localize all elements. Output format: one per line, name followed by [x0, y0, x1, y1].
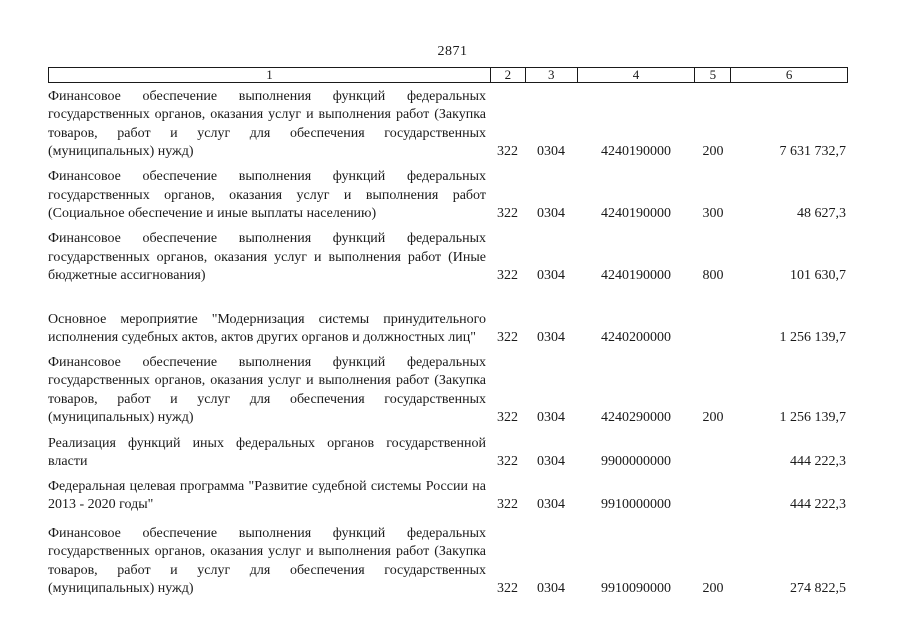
table-row [48, 522, 848, 599]
row-col-4: 9910090000 [601, 581, 671, 597]
row-col-5: 200 [702, 144, 724, 160]
table-header [48, 67, 848, 83]
row-col-4: 4240190000 [601, 206, 671, 222]
table-row [48, 168, 848, 224]
row-description: Финансовое обеспечение выполнения функций федеральных государственных органов, оказания услуг и выполнения работ (Закупка товаров, работ и услуг для обеспечения государственных (муниципальных) нужд) [48, 525, 486, 597]
row-col-2: 322 [497, 206, 518, 222]
row-description: Реализация функций иных федеральных органов государственной власти [48, 435, 486, 470]
row-col-5: 200 [702, 410, 724, 426]
row-amount: 274 822,5 [790, 581, 846, 597]
row-description: Основное мероприятие "Модернизация системы принудительного исполнения судебных актов, актов других органов и должностных лиц" [48, 311, 486, 346]
row-col-3: 0304 [537, 330, 565, 346]
row-col-4: 4240190000 [601, 268, 671, 284]
row-col-2: 322 [497, 581, 518, 597]
row-col-5: 300 [702, 206, 724, 222]
row-col-2: 322 [497, 454, 518, 470]
row-col-5: 800 [702, 268, 724, 284]
row-col-4: 4240190000 [601, 144, 671, 160]
header-col-1: 1 [266, 67, 273, 82]
row-col-3: 0304 [537, 454, 565, 470]
table-row [48, 230, 848, 286]
header-col-3: 3 [525, 68, 577, 82]
row-description: Финансовое обеспечение выполнения функций федеральных государственных органов, оказания услуг и выполнения работ (Социальное обеспечение и иные выплаты населению) [48, 169, 486, 222]
row-description: Финансовое обеспечение выполнения функций федеральных государственных органов, оказания услуг и выполнения работ (Закупка товаров, работ и услуг для обеспечения государственных (муниципальных) нужд) [48, 88, 486, 160]
header-col-5: 5 [694, 68, 730, 82]
row-amount: 444 222,3 [790, 454, 846, 470]
row-col-3: 0304 [537, 581, 565, 597]
row-col-2: 322 [497, 330, 518, 346]
row-amount: 48 627,3 [797, 206, 846, 222]
row-description: Финансовое обеспечение выполнения функций федеральных государственных органов, оказания услуг и выполнения работ (Закупка товаров, работ и услуг для обеспечения государственных (муниципальных) нужд) [48, 354, 486, 426]
row-description: Финансовое обеспечение выполнения функций федеральных государственных органов, оказания услуг и выполнения работ (Иные бюджетные ассигнования) [48, 231, 486, 284]
row-col-4: 4240200000 [601, 330, 671, 346]
header-col-4: 4 [577, 68, 695, 82]
row-col-2: 322 [497, 410, 518, 426]
budget-table [48, 67, 848, 599]
row-col-4: 9910000000 [601, 497, 671, 513]
row-col-3: 0304 [537, 410, 565, 426]
table-row [48, 292, 848, 348]
row-col-2: 322 [497, 497, 518, 513]
header-col-2: 2 [490, 68, 525, 82]
row-col-4: 4240290000 [601, 410, 671, 426]
row-amount: 1 256 139,7 [779, 330, 846, 346]
table-body [48, 85, 848, 599]
table-row [48, 435, 848, 472]
row-amount: 101 630,7 [790, 268, 846, 284]
row-col-3: 0304 [537, 144, 565, 160]
row-col-3: 0304 [537, 497, 565, 513]
row-amount: 444 222,3 [790, 497, 846, 513]
row-col-4: 9900000000 [601, 454, 671, 470]
header-col-6: 6 [730, 68, 847, 82]
page-number: 2871 [437, 44, 468, 59]
row-col-5: 200 [702, 581, 724, 597]
table-row [48, 352, 848, 428]
row-amount: 1 256 139,7 [779, 410, 846, 426]
row-col-3: 0304 [537, 268, 565, 284]
table-row [48, 85, 848, 162]
row-col-2: 322 [497, 268, 518, 284]
row-col-2: 322 [497, 144, 518, 160]
row-description: Федеральная целевая программа "Развитие судебной системы России на 2013 - 2020 годы" [48, 478, 486, 513]
table-row [48, 478, 848, 515]
row-col-3: 0304 [537, 206, 565, 222]
row-amount: 7 631 732,7 [779, 144, 846, 160]
